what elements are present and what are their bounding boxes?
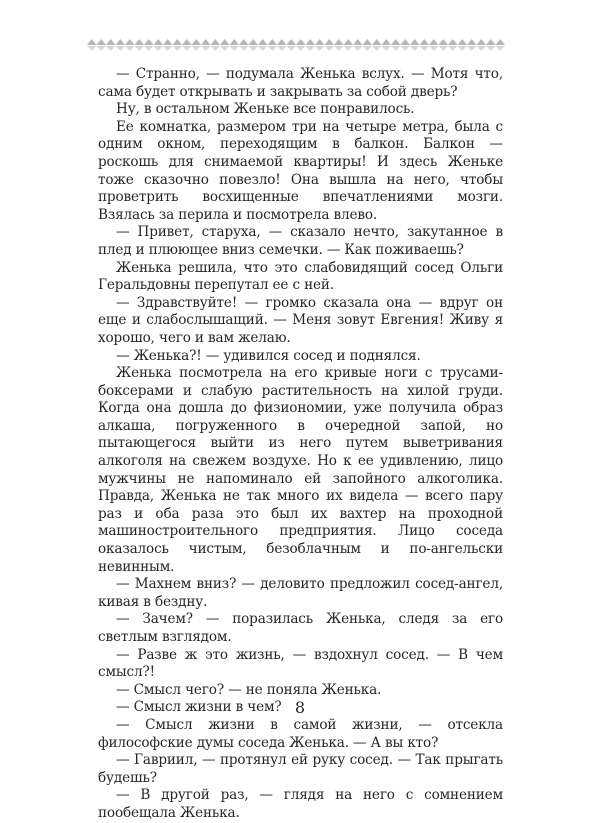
ornament-triangle-down <box>410 46 420 51</box>
ornament-triangle-down <box>448 46 458 51</box>
ornament-triangle-up <box>306 39 316 45</box>
paragraph-7: — Женька?! — удивился сосед и поднялся. <box>116 347 421 364</box>
paragraph-15: — Гавриил, — протянул ей руку сосед. — Так прыгать будешь? <box>98 752 503 786</box>
ornament-triangle-up <box>154 39 164 45</box>
ornament-triangle-up <box>144 39 154 45</box>
ornament-triangle-down <box>296 46 306 51</box>
ornament-triangle-down <box>258 46 268 51</box>
ornament-triangle-down <box>325 46 335 51</box>
ornament-triangle-down <box>496 46 506 51</box>
page-number: 8 <box>294 698 306 717</box>
ornament-triangle-down <box>268 46 278 51</box>
ornament-triangle-up <box>97 39 107 45</box>
paragraph-2: Ну, в остальном Женьке все понравилось. <box>116 101 415 118</box>
ornament-triangle-up <box>477 39 487 45</box>
ornament-triangle-down <box>230 46 240 51</box>
ornament-triangle-down <box>363 46 373 51</box>
ornament-triangle-down <box>429 46 439 51</box>
ornament-triangle-up <box>420 39 430 45</box>
ornament-triangle-up <box>410 39 420 45</box>
ornament-triangle-up <box>268 39 278 45</box>
ornament-triangle-up <box>467 39 477 45</box>
ornament-triangle-down <box>173 46 183 51</box>
ornament-triangle-up <box>458 39 468 45</box>
ornament-triangle-down <box>116 46 126 51</box>
ornament-triangle-up <box>220 39 230 45</box>
ornament-triangle-up <box>258 39 268 45</box>
ornament-triangle-down <box>249 46 259 51</box>
ornament-triangle-up <box>125 39 135 45</box>
ornament-triangle-up <box>372 39 382 45</box>
paragraph-13: — Смысл жизни в чем? <box>116 699 282 716</box>
ornament-triangle-up <box>163 39 173 45</box>
paragraph-6: — Здравствуйте! — громко сказала она — вдруг он еще и слабослышащий. — Меня зовут Евгения! Живу я хорошо, чего и вам желаю. <box>98 294 503 346</box>
ornament-triangle-up <box>87 39 97 45</box>
ornament-triangle-down <box>87 46 97 51</box>
paragraph-12: — Смысл чего? — не поняла Женька. <box>116 681 382 698</box>
ornament-triangle-up <box>135 39 145 45</box>
ornament-triangle-down <box>372 46 382 51</box>
ornament-triangle-down <box>401 46 411 51</box>
paragraph-8: Женька посмотрела на его кривые ноги с трусами-боксерами и слабую растительность на хилой груди. Когда она дошла до физиономии, уже получила образ алкаша, погруженного в очередной запой, но пытающегося выйти из него путем выветривания алкоголя на свежем воздухе. Но к ее удивлению, лицо мужчины не напоминало ей запойного алкоголика. Правда, Женька не так много их видела — всего пару раз и оба раза это был их вахтер на проходной машиностроительного предприятия. Лицо соседа оказалось чистым, безоблачным и по-ангельски невинным. <box>98 365 503 575</box>
ornament-triangle-up <box>211 39 221 45</box>
ornament-triangle-down <box>144 46 154 51</box>
ornament-triangle-up <box>325 39 335 45</box>
ornament-triangle-down <box>382 46 392 51</box>
paragraph-9: — Махнем вниз? — деловито предложил сосед-ангел, кивая в бездну. <box>98 576 503 610</box>
ornament-triangle-up <box>116 39 126 45</box>
ornament-triangle-up <box>334 39 344 45</box>
ornament-triangle-down <box>458 46 468 51</box>
ornament-triangle-up <box>344 39 354 45</box>
ornament-triangle-up <box>429 39 439 45</box>
paragraph-1: — Странно, — подумала Женька вслух. — Мотя что, сама будет открывать и закрывать за собой дверь? <box>98 66 503 100</box>
ornament-triangle-down <box>467 46 477 51</box>
paragraph-5: Женька решила, что это слабовидящий сосед Ольги Геральдовны перепутал ее с ней. <box>98 259 503 294</box>
ornament-triangle-down <box>192 46 202 51</box>
paragraph-4: — Привет, старуха, — сказало нечто, закутанное в плед и плюющее вниз семечки. — Как поживаешь? <box>98 224 503 258</box>
ornament-triangle-up <box>192 39 202 45</box>
ornament-triangle-down <box>353 46 363 51</box>
ornament-triangle-up <box>230 39 240 45</box>
ornament-triangle-down <box>477 46 487 51</box>
ornament-triangle-up <box>201 39 211 45</box>
ornament-triangle-down <box>344 46 354 51</box>
ornament-triangle-up <box>277 39 287 45</box>
ornament-triangle-down <box>154 46 164 51</box>
ornament-triangle-up <box>315 39 325 45</box>
ornament-triangle-up <box>249 39 259 45</box>
ornament-triangle-down <box>306 46 316 51</box>
ornament-triangle-up <box>496 39 506 45</box>
ornament-triangle-down <box>420 46 430 51</box>
ornament-triangle-down <box>163 46 173 51</box>
ornament-triangle-down <box>220 46 230 51</box>
paragraph-11: — Разве ж это жизнь, — вздохнул сосед. — В чем смысл?! <box>98 646 503 681</box>
ornament-triangle-down <box>287 46 297 51</box>
ornament-triangle-up <box>486 39 496 45</box>
ornament-triangle-up <box>182 39 192 45</box>
ornament-triangle-up <box>363 39 373 45</box>
ornament-triangle-down <box>239 46 249 51</box>
ornament-triangle-down <box>125 46 135 51</box>
ornament-triangle-down <box>201 46 211 51</box>
ornament-triangle-down <box>211 46 221 51</box>
ornament-triangle-down <box>334 46 344 51</box>
ornament-triangle-down <box>315 46 325 51</box>
ornament-triangle-down <box>277 46 287 51</box>
ornament-triangle-down <box>391 46 401 51</box>
paragraph-10: — Зачем? — поразилась Женька, следя за его светлым взглядом. <box>98 611 503 645</box>
ornament-triangle-down <box>439 46 449 51</box>
ornament-triangle-down <box>97 46 107 51</box>
ornament-triangle-up <box>448 39 458 45</box>
ornament-triangle-up <box>296 39 306 45</box>
ornament-triangle-down <box>486 46 496 51</box>
ornament-triangle-up <box>401 39 411 45</box>
ornament-triangle-down <box>135 46 145 51</box>
ornament-triangle-up <box>391 39 401 45</box>
paragraph-3: Ее комнатка, размером три на четыре метра, была с одним окном, переходящим в балкон. Балкон — роскошь для снимаемой квартиры! И здесь Женьке тоже сказочно повезло! Она вышла на него, чтобы проветрить восхищенные впечатлениями мозги. Взялась за перила и посмотрела влево. <box>98 118 503 223</box>
ornament-triangle-down <box>106 46 116 51</box>
ornament-triangle-up <box>106 39 116 45</box>
zigzag-border-icon <box>87 38 505 52</box>
ornament-triangle-up <box>287 39 297 45</box>
paragraph-16: — В другой раз, — глядя на него с сомнением пообещала Женька. <box>98 787 503 821</box>
ornament-triangle-up <box>382 39 392 45</box>
ornament-triangle-up <box>173 39 183 45</box>
ornament-triangle-down <box>182 46 192 51</box>
ornament-triangle-up <box>239 39 249 45</box>
ornament-triangle-up <box>353 39 363 45</box>
ornament-triangle-up <box>439 39 449 45</box>
paragraph-14: — Смысл жизни в самой жизни, — отсекла философские думы соседа Женька. — А вы кто? <box>98 716 503 751</box>
